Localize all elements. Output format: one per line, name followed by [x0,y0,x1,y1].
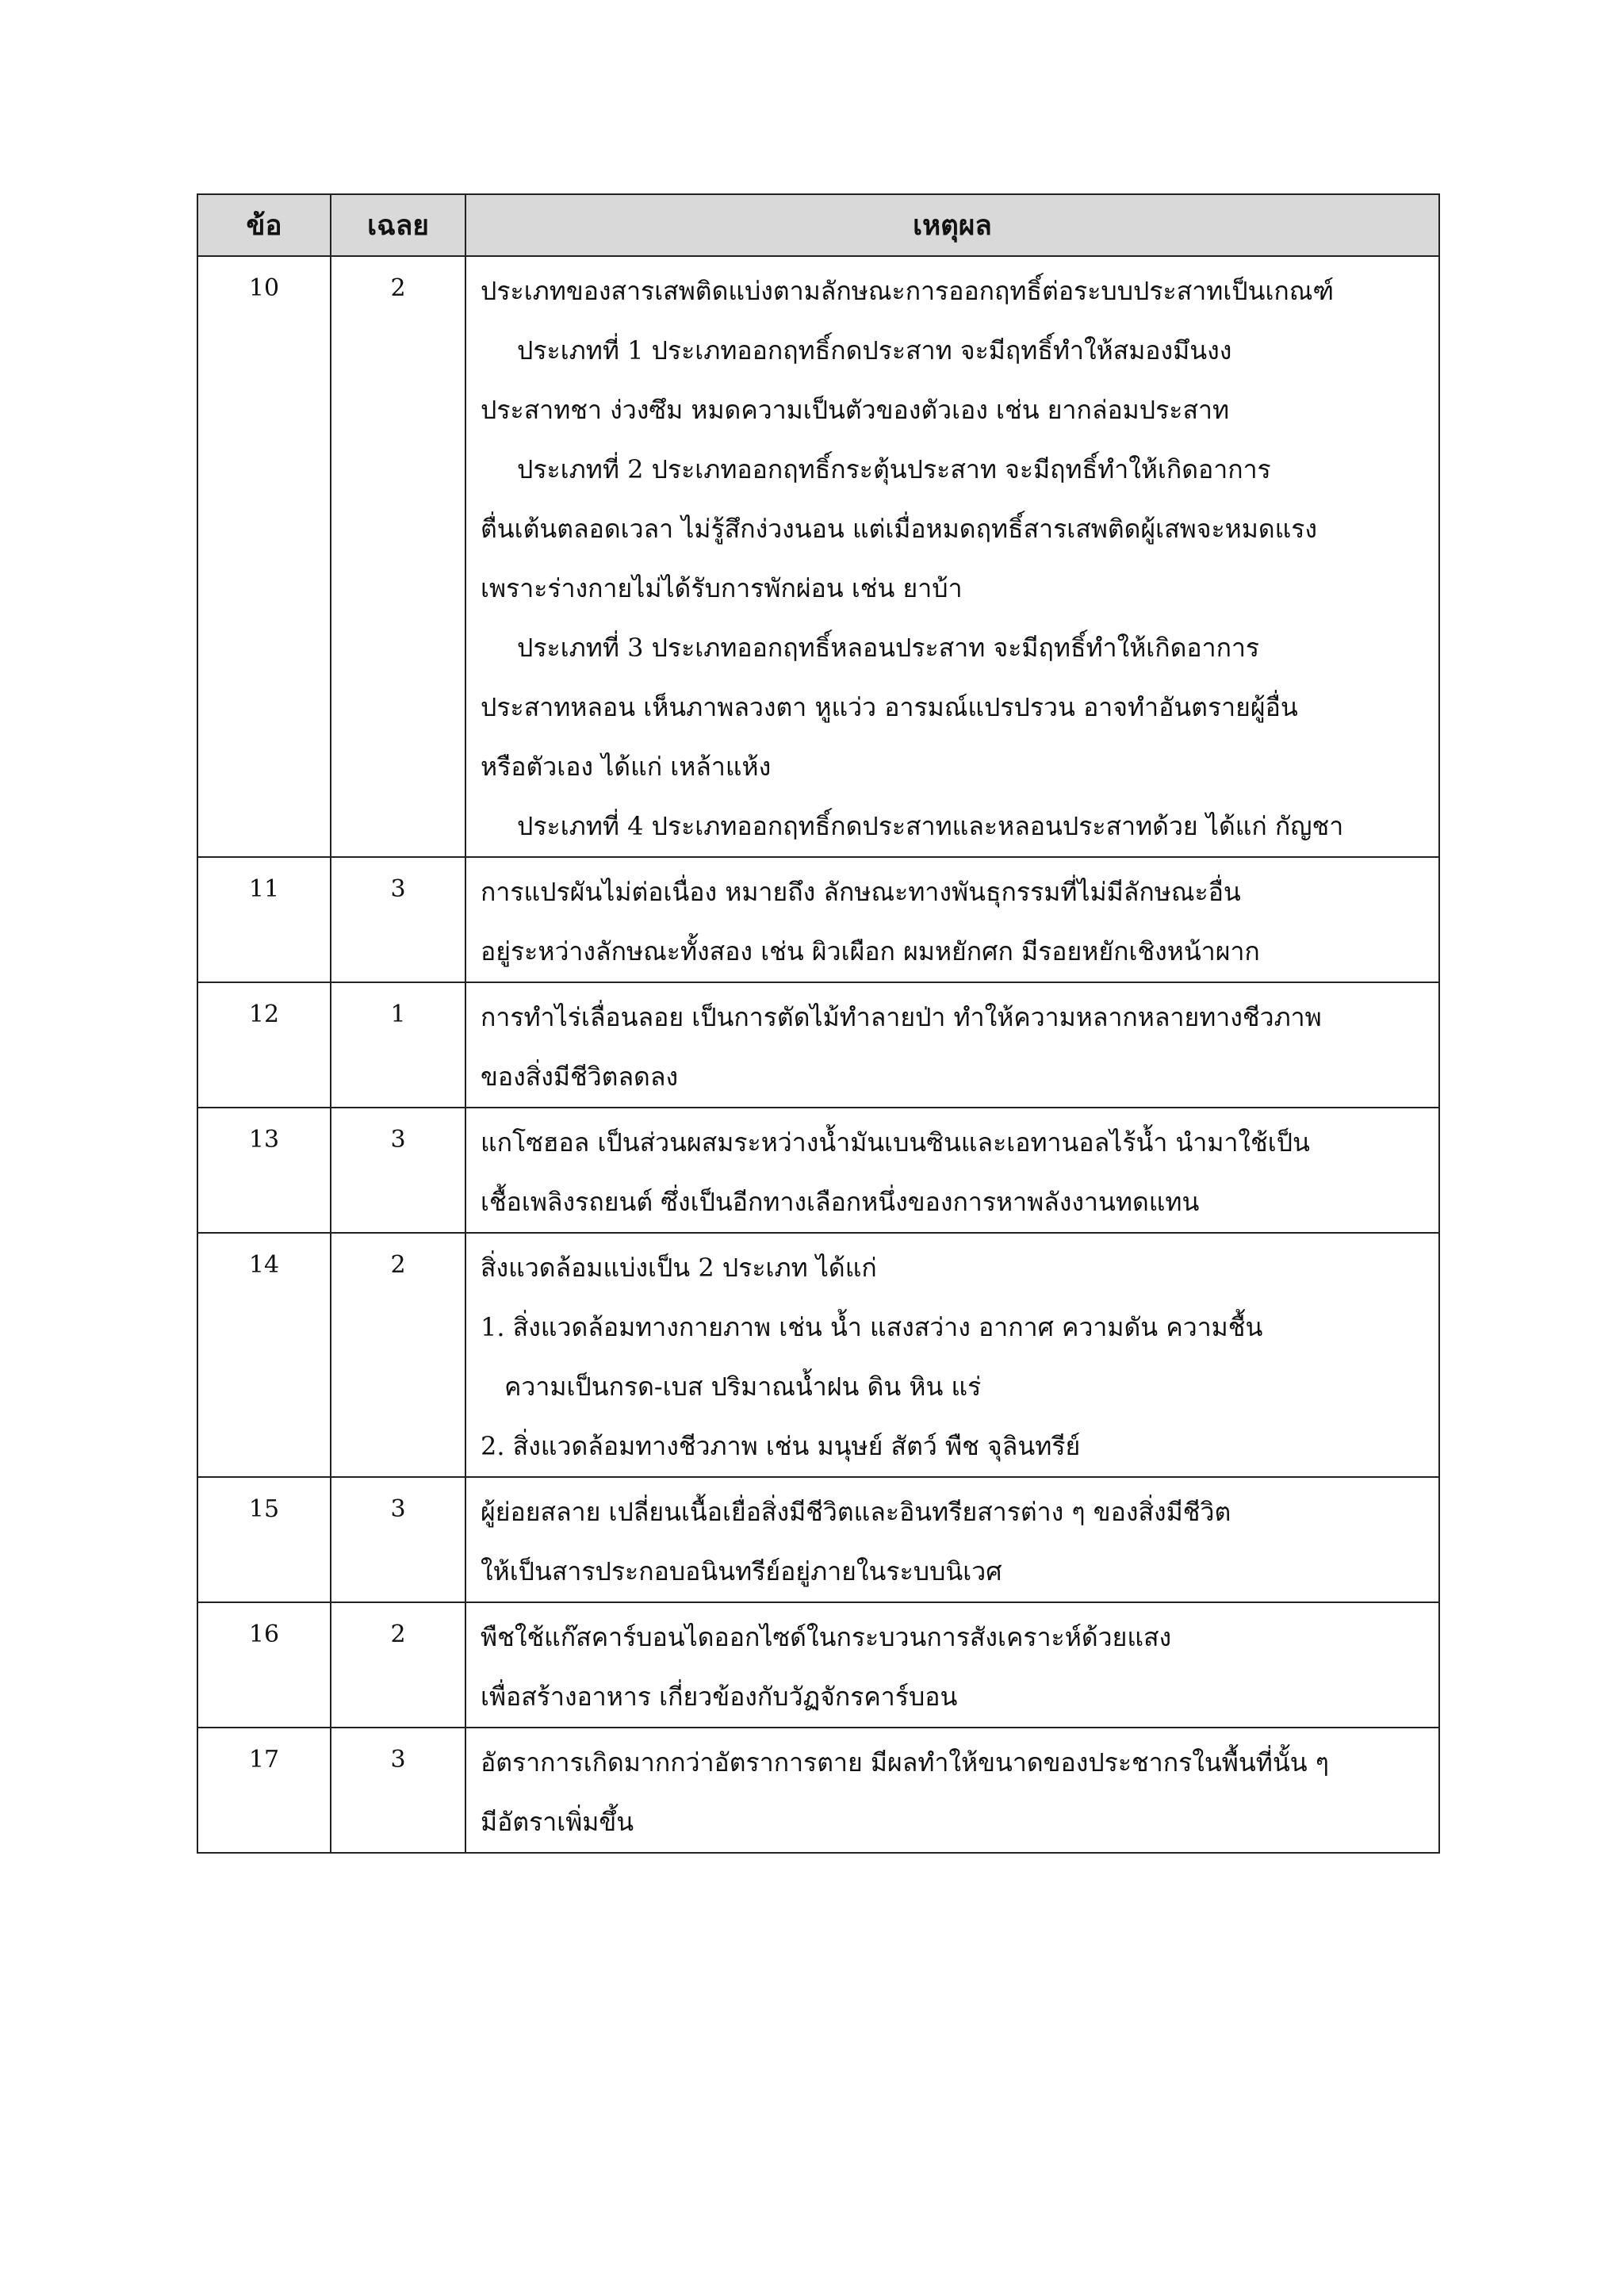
question-number: 11 [197,857,331,982]
reason-line: การทำไร่เลื่อนลอย เป็นการตัดไม้ทำลายป่า ทำให้ความหลากหลายทางชีวภาพ [481,1002,1322,1032]
answer-key-table [197,193,1440,1854]
reason-line: อยู่ระหว่างลักษณะทั้งสอง เช่น ผิวเผือก ผมหยักศก มีรอยหยักเชิงหน้าผาก [481,936,1260,966]
header-row [197,194,1439,256]
header-reason: เหตุผล [465,194,1439,256]
answer-choice: 3 [331,1477,465,1602]
answer-choice: 3 [331,857,465,982]
reason-line: เชื้อเพลิงรถยนต์ ซึ่งเป็นอีกทางเลือกหนึ่งของการหาพลังงานทดแทน [481,1187,1200,1217]
reason-cell [465,256,1439,857]
header-question-number: ข้อ [197,194,331,256]
reason-line: พืชใช้แก๊สคาร์บอนไดออกไซด์ในกระบวนการสังเคราะห์ด้วยแสง [481,1622,1172,1652]
answer-choice: 1 [331,982,465,1108]
reason-line: การแปรผันไม่ต่อเนื่อง หมายถึง ลักษณะทางพันธุกรรมที่ไม่มีลักษณะอื่น [481,877,1241,907]
reason-line: ตื่นเต้นตลอดเวลา ไม่รู้สึกง่วงนอน แต่เมื่อหมดฤทธิ์สารเสพติดผู้เสพจะหมดแรง [481,514,1318,544]
reason-line: 2. สิ่งแวดล้อมทางชีวภาพ เช่น มนุษย์ สัตว์ พืช จุลินทรีย์ [481,1431,1081,1461]
reason-line: ผู้ย่อยสลาย เปลี่ยนเนื้อเยื่อสิ่งมีชีวิตและอินทรียสารต่าง ๆ ของสิ่งมีชีวิต [481,1497,1231,1527]
table-row [197,256,1439,857]
question-number: 14 [197,1233,331,1477]
reason-line: หรือตัวเอง ได้แก่ เหล้าแห้ง [481,752,772,782]
table-row [197,1108,1439,1233]
question-number: 17 [197,1728,331,1853]
question-number: 12 [197,982,331,1108]
question-number: 16 [197,1602,331,1728]
answer-choice: 2 [331,1602,465,1728]
reason-cell [465,1602,1439,1728]
table-body [197,256,1439,1853]
reason-cell [465,1233,1439,1477]
reason-line: สิ่งแวดล้อมแบ่งเป็น 2 ประเภท ได้แก่ [481,1253,877,1283]
reason-line: ประสาทหลอน เห็นภาพลวงตา หูแว่ว อารมณ์แปรปรวน อาจทำอันตรายผู้อื่น [481,692,1298,722]
header-answer: เฉลย [331,194,465,256]
reason-line: เพราะร่างกายไม่ได้รับการพักผ่อน เช่น ยาบ้า [481,573,963,603]
answer-choice: 3 [331,1728,465,1853]
answer-choice: 2 [331,256,465,857]
table-row [197,1728,1439,1853]
reason-cell [465,1728,1439,1853]
reason-line: ประสาทชา ง่วงซึม หมดความเป็นตัวของตัวเอง เช่น ยากล่อมประสาท [481,395,1230,425]
reason-cell [465,857,1439,982]
reason-line: แกโซฮอล เป็นส่วนผสมระหว่างน้ำมันเบนซินและเอทานอลไร้น้ำ นำมาใช้เป็น [481,1127,1310,1158]
question-number: 15 [197,1477,331,1602]
table-row [197,1477,1439,1602]
table-header [197,194,1439,256]
reason-line: ประเภทของสารเสพติดแบ่งตามลักษณะการออกฤทธิ์ต่อระบบประสาทเป็นเกณฑ์ [481,276,1335,306]
reason-line: มีอัตราเพิ่มขึ้น [481,1807,634,1837]
reason-line: ประเภทที่ 3 ประเภทออกฤทธิ์หลอนประสาท จะมีฤทธิ์ทำให้เกิดอาการ [517,633,1260,663]
reason-line: ประเภทที่ 1 ประเภทออกฤทธิ์กดประสาท จะมีฤทธิ์ทำให้สมองมึนงง [517,335,1232,365]
reason-line: อัตราการเกิดมากกว่าอัตราการตาย มีผลทำให้ขนาดของประชากรในพื้นที่นั้น ๆ [481,1747,1329,1777]
table-row [197,1602,1439,1728]
reason-line: 1. สิ่งแวดล้อมทางกายภาพ เช่น น้ำ แสงสว่าง อากาศ ความดัน ความชื้น [481,1312,1263,1342]
reason-cell [465,1108,1439,1233]
table-row [197,982,1439,1108]
answer-choice: 2 [331,1233,465,1477]
reason-line: ประเภทที่ 2 ประเภทออกฤทธิ์กระตุ้นประสาท จะมีฤทธิ์ทำให้เกิดอาการ [517,454,1271,484]
table-row [197,1233,1439,1477]
reason-line: ของสิ่งมีชีวิตลดลง [481,1062,679,1092]
question-number: 10 [197,256,331,857]
answer-choice: 3 [331,1108,465,1233]
question-number: 13 [197,1108,331,1233]
reason-line: ให้เป็นสารประกอบอนินทรีย์อยู่ภายในระบบนิเวศ [481,1556,1002,1586]
reason-line: เพื่อสร้างอาหาร เกี่ยวข้องกับวัฏจักรคาร์บอน [481,1682,958,1712]
reason-line: ความเป็นกรด-เบส ปริมาณน้ำฝน ดิน หิน แร่ [504,1372,982,1402]
reason-line: ประเภทที่ 4 ประเภทออกฤทธิ์กดประสาทและหลอนประสาทด้วย ได้แก่ กัญชา [517,811,1344,841]
reason-cell [465,1477,1439,1602]
table-row [197,857,1439,982]
reason-cell [465,982,1439,1108]
